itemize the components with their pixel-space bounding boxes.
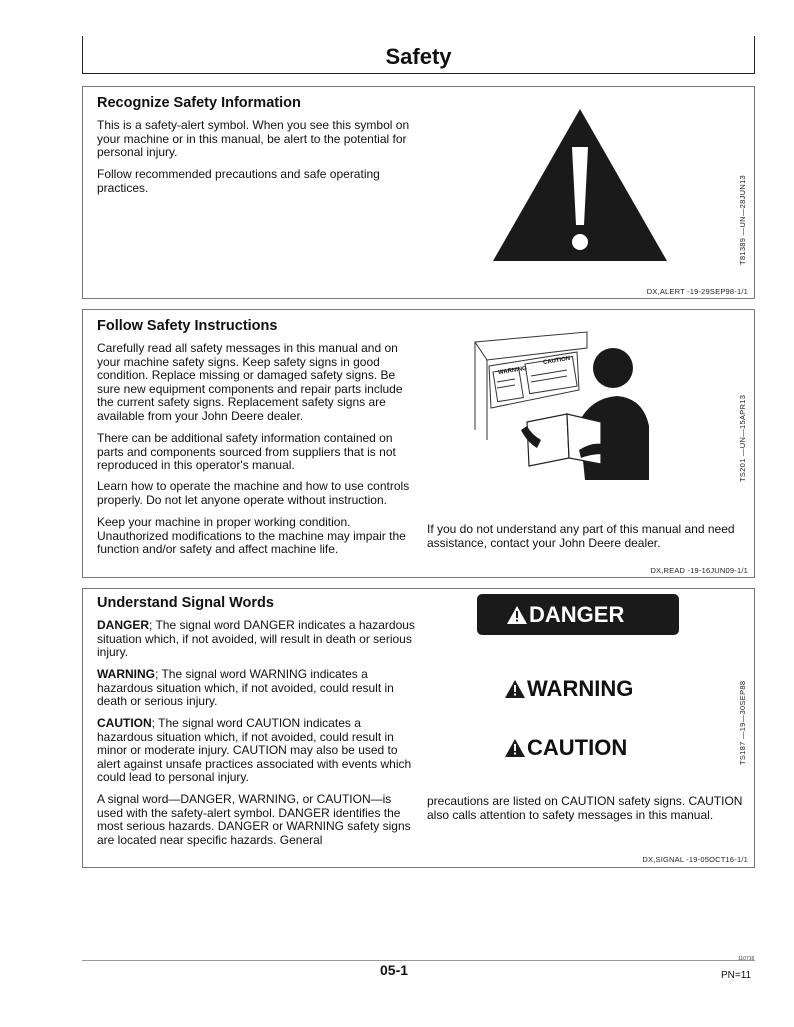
paragraph-text: ; The signal word CAUTION indicates a hazardous situation which, if not avoided, could result in minor or moderate injury. CAUTION may also be used to alert against unsafe practices associated with events which could lead to personal injury. (97, 716, 412, 785)
safety-alert-icon (507, 606, 527, 624)
reference-code: DX,READ -19-16JUN09-1/1 (650, 566, 748, 575)
section-signal-words (82, 588, 755, 868)
safety-alert-icon (505, 739, 525, 757)
page-title: Safety (385, 44, 452, 69)
signal-word: WARNING (97, 667, 155, 681)
reference-code: DX,ALERT -19-29SEP98-1/1 (646, 287, 748, 296)
paragraph: Keep your machine in proper working condition. Unauthorized modifications to the machine may impair the function and/or safety and affect machine life. (97, 515, 406, 557)
signal-word: CAUTION (97, 716, 152, 730)
warning-sign-label: WARNING (497, 365, 528, 377)
paragraph: A signal word—DANGER, WARNING, or CAUTION—is used with the safety-alert symbol. DANGER identifies the most serious hazards. DANGER or WARNING safety signs are located near specific hazards. General (97, 792, 411, 847)
reading-manual-illustration (467, 330, 657, 480)
paragraph: Follow recommended precautions and safe operating practices. (97, 167, 380, 195)
section-follow-instructions (82, 309, 755, 578)
paragraph: There can be additional safety information contained on parts and components sourced from suppliers that is not reproduced in this operator's manual. (97, 431, 396, 473)
section-recognize-safety (82, 86, 755, 299)
figure-code: TS201 —UN—15APR13 (738, 394, 747, 482)
safety-alert-triangle-icon (491, 107, 669, 263)
footer-code: 110716 (738, 956, 755, 962)
danger-sign (477, 594, 679, 635)
paragraph: If you do not understand any part of this manual and need assistance, contact your John Deere dealer. (427, 522, 735, 550)
paragraph-danger (97, 619, 419, 660)
paragraph-text: ; The signal word WARNING indicates a hazardous situation which, if not avoided, could result in death or serious injury. (97, 667, 394, 709)
danger-label: DANGER (529, 602, 625, 627)
section-title: Recognize Safety Information (97, 95, 301, 111)
reference-code: DX,SIGNAL -19-05OCT16-1/1 (642, 855, 748, 864)
paragraph-text: ; The signal word DANGER indicates a hazardous situation which, if not avoided, will result in death or serious injury. (97, 618, 415, 660)
caution-sign-label: CAUTION (542, 355, 571, 367)
paragraph: This is a safety-alert symbol. When you see this symbol on your machine or in this manual, be alert to the potential for personal injury. (97, 118, 410, 160)
paragraph-caution (97, 717, 419, 785)
figure-code: TS187 —19—30SEP88 (738, 680, 747, 765)
paragraph: Learn how to operate the machine and how to use controls properly. Do not let anyone operate without instruction. (97, 479, 410, 507)
section-title: Follow Safety Instructions (97, 318, 278, 334)
caution-label: CAUTION (527, 735, 628, 760)
paragraph: precautions are listed on CAUTION safety signs. CAUTION also calls attention to safety messages in this manual. (427, 794, 743, 822)
signal-word: DANGER (97, 618, 150, 632)
header-rule-bottom (82, 73, 755, 74)
footer-rule (82, 960, 755, 961)
paragraph: Carefully read all safety messages in this manual and on your machine safety signs. Keep safety signs in good condition. Replace missing or damaged safety signs. Be sure new equipment components and repair parts include the current safety signs. Replacement safety signs are available from your John Deere dealer. (97, 341, 403, 423)
page-number: 05-1 (380, 962, 409, 978)
safety-alert-icon (505, 680, 525, 698)
paragraph-warning (97, 668, 419, 709)
warning-label: WARNING (527, 676, 634, 701)
figure-code: T81389 —UN—28JUN13 (738, 174, 747, 265)
section-title: Understand Signal Words (97, 595, 274, 611)
pn-label: PN=11 (721, 970, 752, 981)
